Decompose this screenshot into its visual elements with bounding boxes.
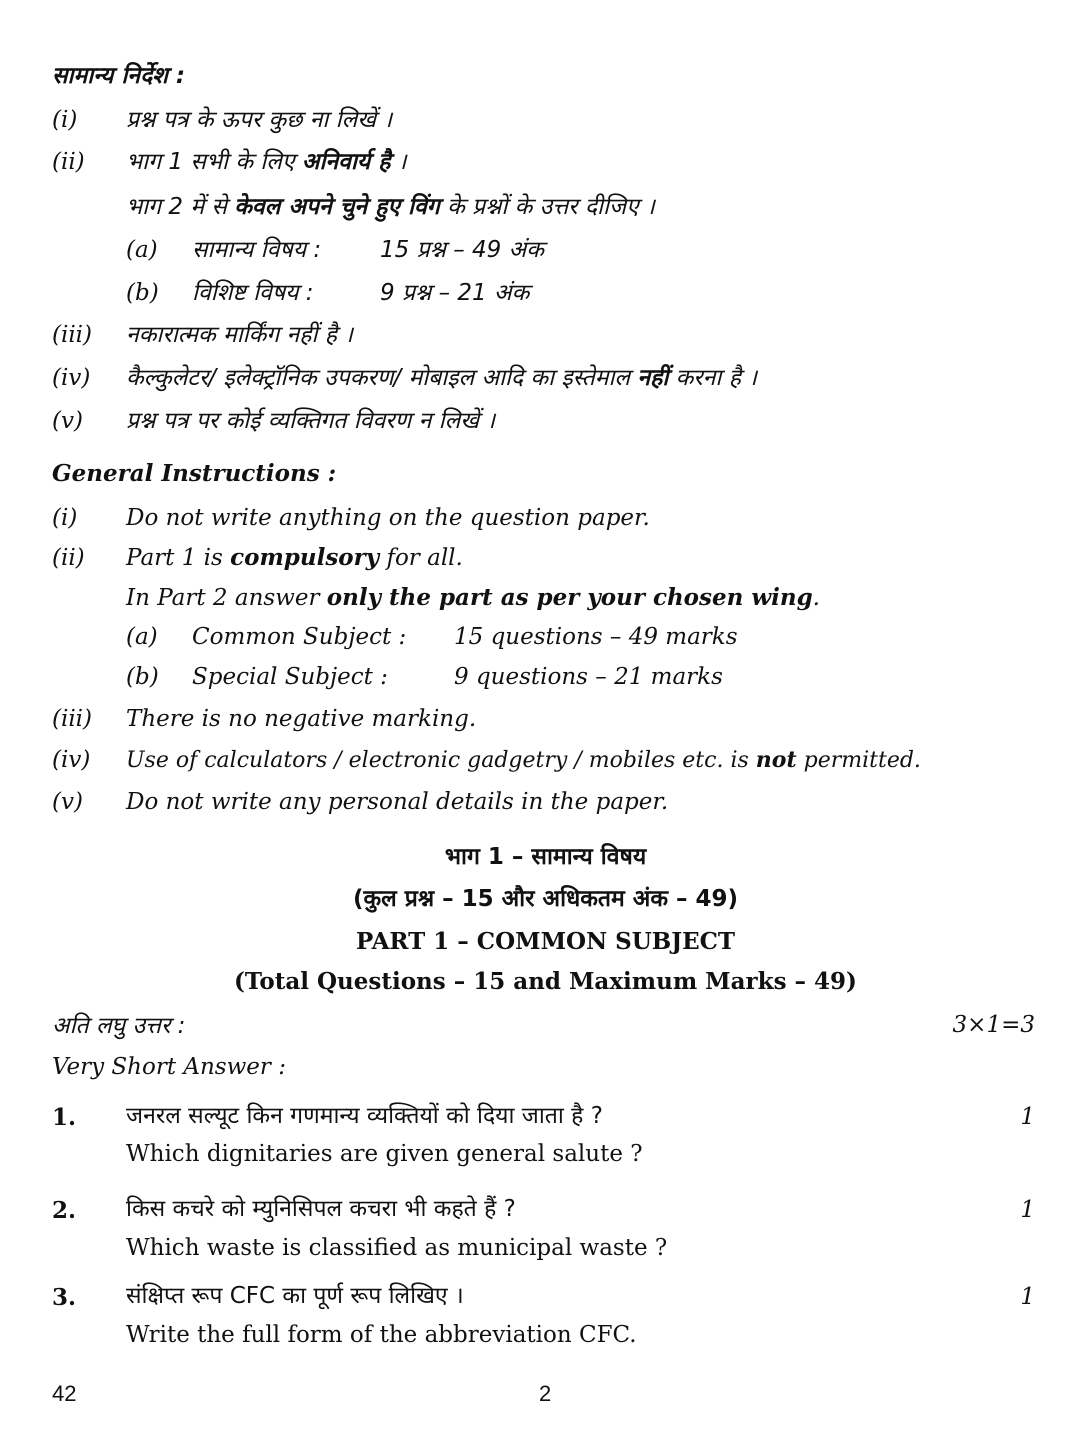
hi-text-part: । — [390, 149, 407, 175]
en-item-number: (i) — [52, 505, 78, 531]
page-number: 2 — [539, 1381, 552, 1406]
en-text-emphasis: only the part as per your chosen wing — [326, 584, 813, 611]
question-text-hindi: जनरल सल्यूट किन गणमान्य व्यक्तियों को दिया जाता है ? — [126, 1103, 603, 1129]
question-number: 2. — [52, 1197, 77, 1224]
en-item-text: Do not write any personal details in the paper. — [126, 789, 669, 815]
hi-item-text — [126, 364, 757, 392]
en-text-part: Use of calculators / electronic gadgetry / mobiles etc. is — [126, 748, 749, 773]
hi-text-emphasis: नहीं — [637, 365, 669, 391]
question-text-hindi: किस कचरे को म्युनिसिपल कचरा भी कहते हैं ? — [126, 1196, 516, 1222]
hi-text-part: करना है । — [675, 365, 757, 391]
hi-text-emphasis: केवल अपने चुने हुए विंग — [234, 194, 440, 220]
en-text-emphasis: not — [755, 747, 797, 773]
en-sub-label: Special Subject : — [192, 664, 388, 690]
section-marks: 3×1=3 — [952, 1012, 1035, 1038]
hi-item-number: (iv) — [52, 365, 91, 391]
hi-text-part: भाग 1 सभी के लिए — [126, 149, 295, 175]
part-title-english: PART 1 – COMMON SUBJECT — [355, 928, 736, 955]
en-sub-number: (b) — [126, 664, 159, 690]
hi-item-number: (v) — [52, 408, 83, 434]
paper-code: 42 — [52, 1381, 77, 1406]
en-item-text: Do not write anything on the question paper. — [126, 505, 650, 531]
hi-item-text: प्रश्न पत्र पर कोई व्यक्तिगत विवरण न लिखें । — [126, 408, 496, 434]
question-text-english: Which waste is classified as municipal waste ? — [126, 1235, 668, 1261]
question-marks: 1 — [1020, 1284, 1035, 1310]
question-text-english: Which dignitaries are given general salute ? — [126, 1141, 643, 1167]
question-number: 1. — [52, 1104, 77, 1131]
en-item-text: There is no negative marking. — [126, 706, 477, 732]
en-sub-value: 9 questions – 21 marks — [454, 664, 723, 690]
hi-text-part: कैल्कुलेटर/ इलेक्ट्रॉनिक उपकरण/ मोबाइल आदि का इस्तेमाल — [126, 365, 631, 391]
en-text-part: . — [812, 585, 820, 611]
question-marks: 1 — [1020, 1197, 1035, 1223]
hi-text-part: के प्रश्नों के उत्तर दीजिए । — [447, 194, 655, 220]
hi-sub-value: 15 प्रश्न – 49 अंक — [380, 237, 544, 263]
hi-sub-number: (a) — [126, 237, 158, 263]
general-instructions-heading: General Instructions : — [52, 460, 337, 487]
hi-item-number: (ii) — [52, 149, 85, 175]
hindi-instructions-heading: सामान्य निर्देश : — [52, 63, 186, 89]
hi-sub-label: सामान्य विषय : — [192, 237, 322, 263]
hi-sub-label: विशिष्ट विषय : — [192, 280, 314, 306]
en-text-part: for all. — [386, 545, 463, 571]
hi-item-number: (i) — [52, 107, 78, 133]
en-sub-value: 15 questions – 49 marks — [454, 624, 738, 650]
section-title-hindi: अति लघु उत्तर : — [52, 1013, 186, 1039]
question-marks: 1 — [1020, 1104, 1035, 1130]
part-title-hindi: भाग 1 – सामान्य विषय — [444, 844, 647, 870]
en-item-text — [126, 544, 463, 572]
hi-item-text: प्रश्न पत्र के ऊपर कुछ ना लिखें । — [126, 107, 393, 133]
hi-item-text — [126, 193, 655, 221]
en-text-part: Part 1 is — [126, 545, 223, 571]
hi-text-emphasis: अनिवार्य है — [301, 149, 391, 175]
question-number: 3. — [52, 1284, 77, 1311]
question-text-english: Write the full form of the abbreviation CFC. — [126, 1322, 637, 1348]
question-text-hindi: संक्षिप्त रूप CFC का पूर्ण रूप लिखिए । — [126, 1283, 464, 1309]
en-item-text — [126, 746, 921, 775]
en-item-number: (iv) — [52, 747, 91, 773]
en-item-number: (v) — [52, 789, 83, 815]
part-subtitle-hindi: (कुल प्रश्न – 15 और अधिकतम अंक – 49) — [352, 886, 739, 912]
hi-sub-number: (b) — [126, 280, 159, 306]
en-text-part: In Part 2 answer — [126, 585, 320, 611]
en-item-text — [126, 584, 820, 612]
en-sub-label: Common Subject : — [192, 624, 407, 650]
hi-item-text: नकारात्मक मार्किंग नहीं है । — [126, 322, 354, 348]
hi-text-part: भाग 2 में से — [126, 194, 227, 220]
part-subtitle-english: (Total Questions – 15 and Maximum Marks – 49) — [234, 968, 857, 995]
en-item-number: (ii) — [52, 545, 85, 571]
en-text-emphasis: compulsory — [230, 544, 380, 571]
hi-item-number: (iii) — [52, 322, 93, 348]
en-sub-number: (a) — [126, 624, 158, 650]
en-item-number: (iii) — [52, 706, 93, 732]
section-title-english: Very Short Answer : — [52, 1054, 286, 1080]
hi-sub-value: 9 प्रश्न – 21 अंक — [380, 280, 530, 306]
en-text-part: permitted. — [803, 748, 921, 773]
hi-item-text — [126, 148, 407, 176]
